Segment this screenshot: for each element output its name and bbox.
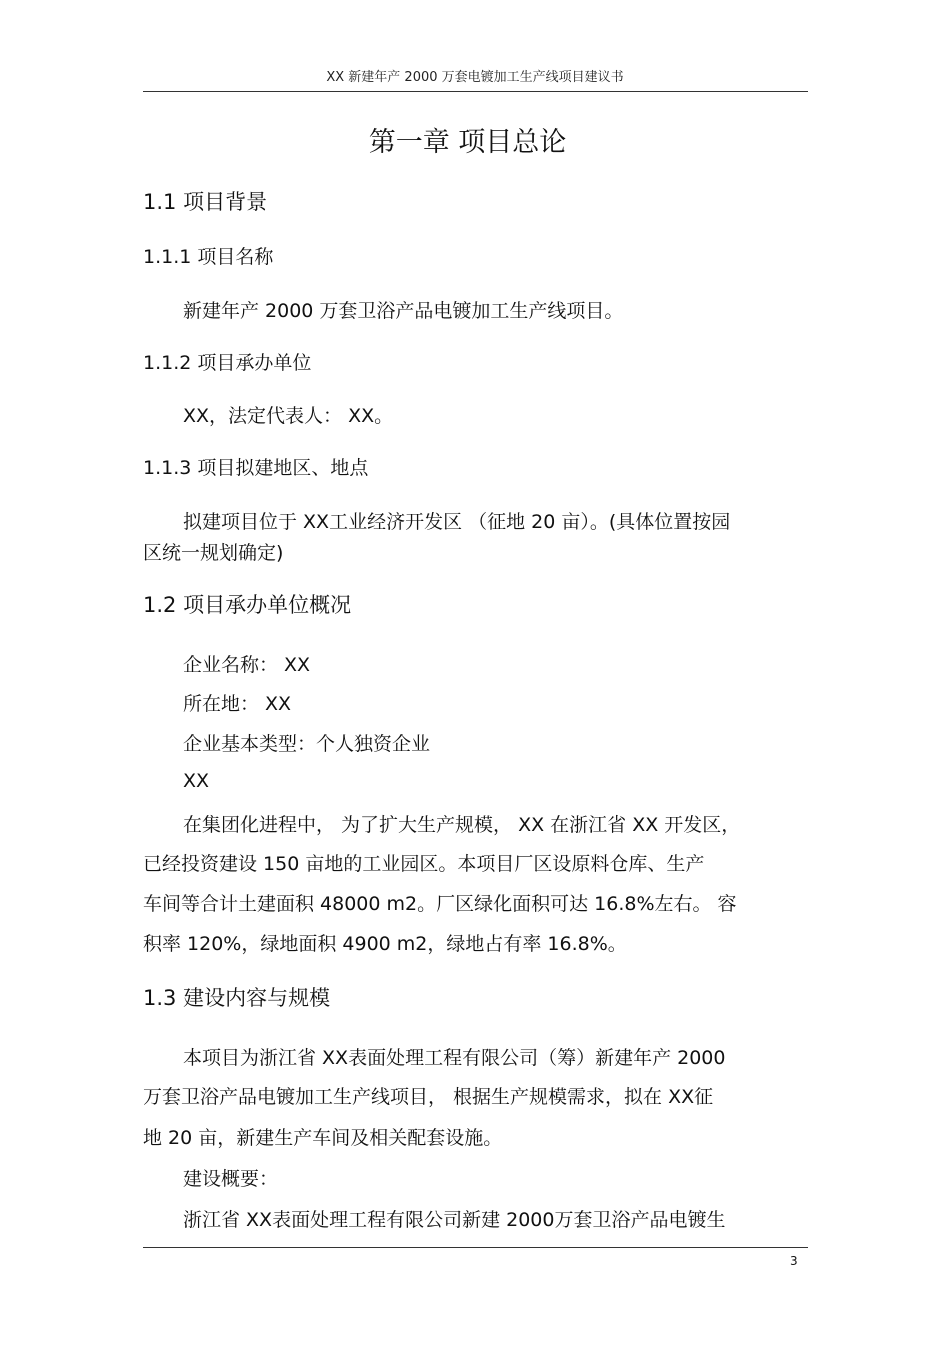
section-heading-1-1-1: 1.1.1 项目名称 [143,246,274,268]
company-type-line: 企业基本类型：个人独资企业 [183,733,431,755]
company-location-line: 所在地： XX [183,693,292,715]
project-sponsor-text: XX，法定代表人： XX。 [183,405,394,427]
overview-para-line-1: 在集团化进程中， 为了扩大生产规模， XX 在浙江省 XX 开发区， [183,814,741,836]
project-name-text: 新建年产 2000 万套卫浴产品电镀加工生产线项目。 [183,300,624,322]
section-heading-1-2: 1.2 项目承办单位概况 [143,593,352,617]
company-xx-line: XX [183,770,210,792]
location-line-2: 区统一规划确定) [143,542,284,564]
section-heading-1-1: 1.1 项目背景 [143,190,268,214]
section-heading-1-3: 1.3 建设内容与规模 [143,986,331,1010]
overview-para-line-4: 积率 120%，绿地面积 4900 m2，绿地占有率 16.8%。 [143,933,627,955]
scope-para-line-3: 地 20 亩，新建生产车间及相关配套设施。 [143,1127,503,1149]
company-name-line: 企业名称： XX [183,654,311,676]
construction-overview-line-1: 浙江省 XX表面处理工程有限公司新建 2000万套卫浴产品电镀生 [183,1209,726,1231]
footer-rule [143,1247,808,1248]
scope-para-line-1: 本项目为浙江省 XX表面处理工程有限公司（筹）新建年产 2000 [183,1047,726,1069]
header-rule [143,91,808,92]
section-heading-1-1-3: 1.1.3 项目拟建地区、地点 [143,457,369,479]
overview-label: 建设概要： [183,1168,279,1190]
overview-para-line-2: 已经投资建设 150 亩地的工业园区。本项目厂区设原料仓库、生产 [143,853,705,875]
chapter-title: 第一章 项目总论 [368,127,567,158]
running-header: XX 新建年产 2000 万套电镀加工生产线项目建议书 [326,70,624,85]
section-heading-1-1-2: 1.1.2 项目承办单位 [143,352,312,374]
page-number: 3 [790,1254,798,1268]
scope-para-line-2: 万套卫浴产品电镀加工生产线项目， 根据生产规模需求，拟在 XX征 [143,1086,714,1108]
location-line-1: 拟建项目位于 XX工业经济开发区 （征地 20 亩）。(具体位置按园 [183,511,731,533]
overview-para-line-3: 车间等合计土建面积 48000 m2。厂区绿化面积可达 16.8%左右。 容 [143,893,737,915]
